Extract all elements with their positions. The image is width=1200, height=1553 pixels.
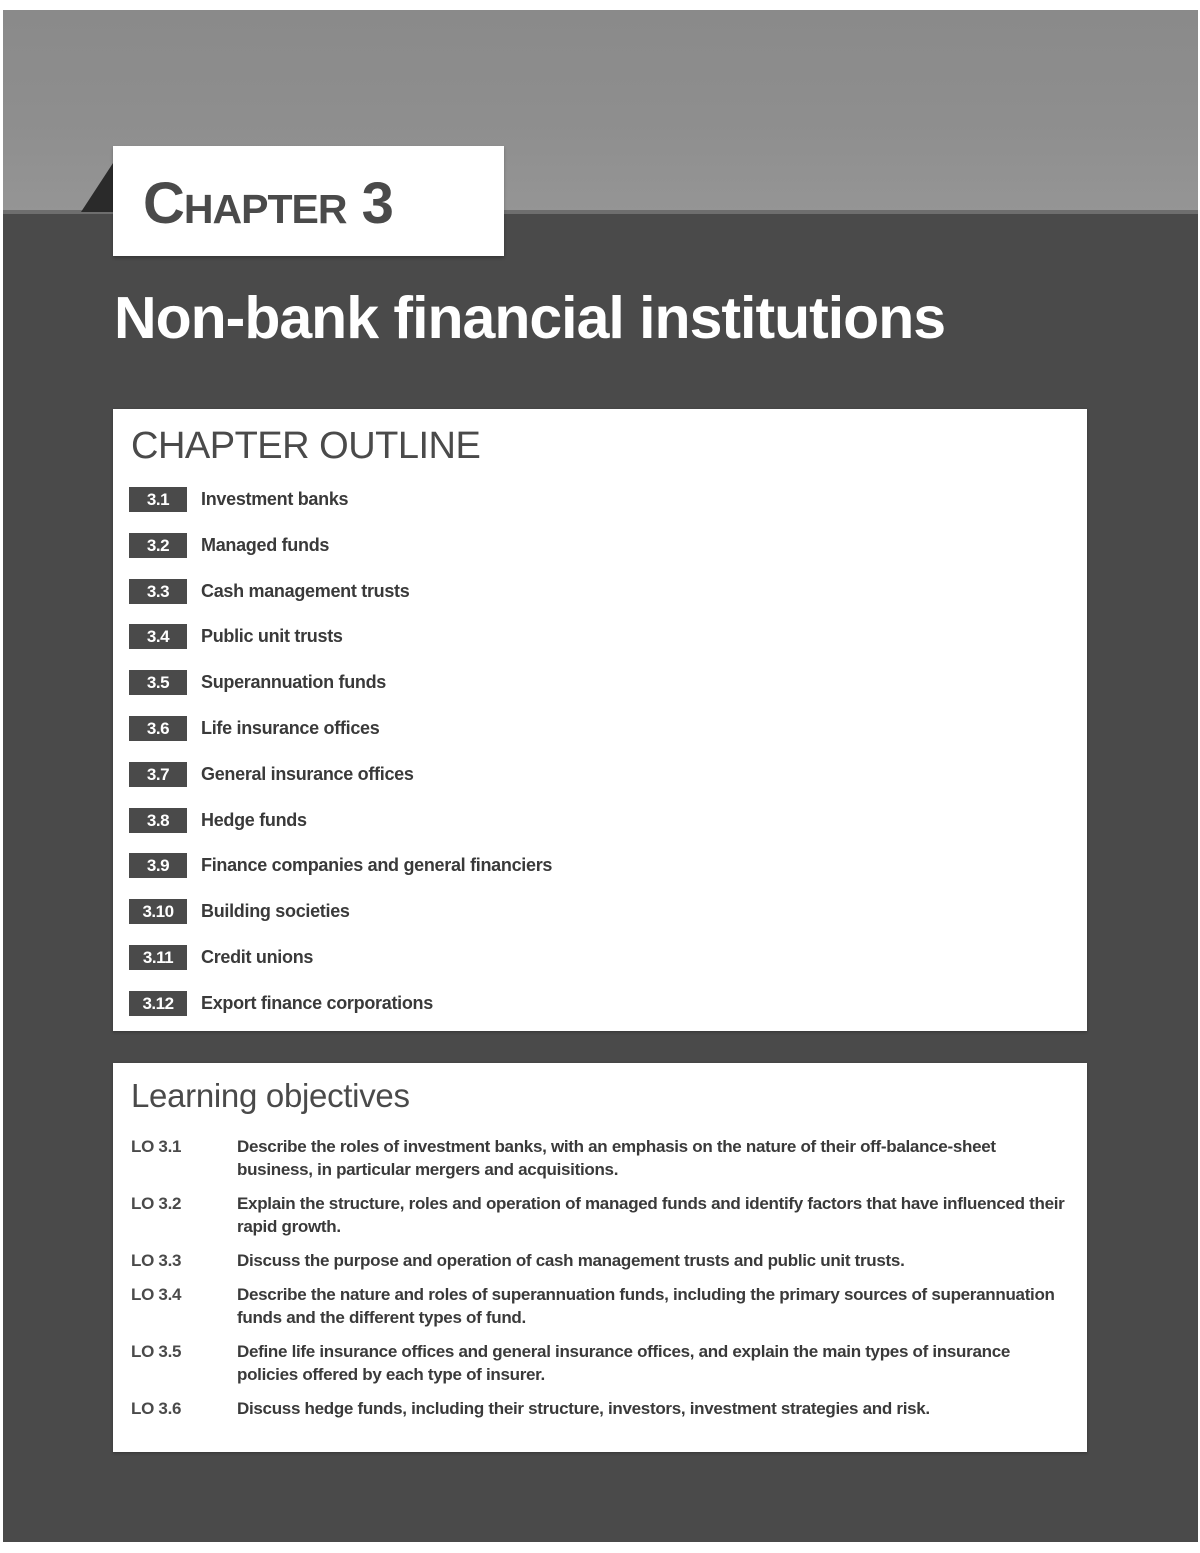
learning-objectives-heading: Learning objectives bbox=[131, 1077, 410, 1114]
outline-item-number: 3.10 bbox=[129, 899, 187, 924]
outline-item bbox=[129, 624, 552, 670]
learning-objective-code: LO 3.2 bbox=[131, 1194, 182, 1213]
chapter-opener-page bbox=[3, 10, 1198, 1542]
outline-item bbox=[129, 670, 552, 716]
outline-item bbox=[129, 991, 552, 1037]
outline-item-label: Managed funds bbox=[201, 534, 330, 555]
learning-objective-code: LO 3.1 bbox=[131, 1137, 182, 1156]
outline-item bbox=[129, 762, 552, 808]
outline-item-number: 3.7 bbox=[129, 762, 187, 787]
outline-item bbox=[129, 945, 552, 991]
outline-item-label: Credit unions bbox=[201, 946, 314, 967]
learning-objective bbox=[131, 1340, 1071, 1386]
learning-objectives-list bbox=[131, 1135, 1071, 1431]
chapter-label: Chapter 3 bbox=[143, 171, 393, 236]
learning-objective-code: LO 3.5 bbox=[131, 1342, 182, 1361]
outline-item bbox=[129, 487, 552, 533]
outline-item-label: Cash management trusts bbox=[201, 580, 410, 601]
chapter-outline-list bbox=[129, 487, 552, 1037]
outline-item-number: 3.8 bbox=[129, 808, 187, 833]
outline-item-number: 3.9 bbox=[129, 853, 187, 878]
outline-item-number: 3.2 bbox=[129, 533, 187, 558]
learning-objective bbox=[131, 1397, 1071, 1420]
learning-objective-code: LO 3.4 bbox=[131, 1285, 182, 1304]
outline-item bbox=[129, 533, 552, 579]
outline-item bbox=[129, 899, 552, 945]
learning-objective-text: Define life insurance offices and general insurance offices, and explain the main types of insurance policies offered by each type of insurer. bbox=[237, 1342, 1011, 1384]
learning-objective-text: Explain the structure, roles and operation of managed funds and identify factors that have influenced their rapid growth. bbox=[237, 1194, 1065, 1236]
learning-objective-text: Discuss hedge funds, including their structure, investors, investment strategies and risk. bbox=[237, 1399, 930, 1418]
outline-item-label: Public unit trusts bbox=[201, 626, 343, 647]
learning-objective bbox=[131, 1249, 1071, 1272]
chapter-title: Non-bank financial institutions bbox=[114, 285, 946, 351]
outline-item-label: Export finance corporations bbox=[201, 992, 433, 1013]
outline-item bbox=[129, 716, 552, 762]
learning-objective bbox=[131, 1283, 1071, 1329]
learning-objective bbox=[131, 1192, 1071, 1238]
outline-item-number: 3.1 bbox=[129, 487, 187, 512]
outline-item-number: 3.3 bbox=[129, 579, 187, 604]
outline-item bbox=[129, 579, 552, 625]
outline-item bbox=[129, 808, 552, 854]
learning-objective-code: LO 3.3 bbox=[131, 1251, 182, 1270]
learning-objective bbox=[131, 1135, 1071, 1181]
chapter-tab bbox=[113, 146, 504, 256]
learning-objective-code: LO 3.6 bbox=[131, 1399, 182, 1418]
outline-item-number: 3.12 bbox=[129, 991, 187, 1016]
outline-item-label: Superannuation funds bbox=[201, 672, 386, 693]
chapter-outline-heading: CHAPTER OUTLINE bbox=[131, 425, 481, 467]
outline-item-number: 3.5 bbox=[129, 670, 187, 695]
tab-fold-shadow bbox=[81, 160, 115, 212]
outline-item-label: Investment banks bbox=[201, 489, 349, 509]
outline-item-label: Life insurance offices bbox=[201, 717, 380, 738]
learning-objectives-card bbox=[113, 1063, 1087, 1452]
chapter-outline-card bbox=[113, 409, 1087, 1031]
learning-objective-text: Discuss the purpose and operation of cash management trusts and public unit trusts. bbox=[237, 1251, 905, 1270]
learning-objective-text: Describe the nature and roles of superannuation funds, including the primary sources of superannuation funds and the different types of fund. bbox=[237, 1285, 1055, 1327]
outline-item-label: General insurance offices bbox=[201, 763, 414, 784]
outline-item-number: 3.11 bbox=[129, 945, 187, 970]
outline-item-label: Building societies bbox=[201, 901, 350, 922]
outline-item-label: Finance companies and general financiers bbox=[201, 855, 553, 876]
outline-item-number: 3.6 bbox=[129, 716, 187, 741]
learning-objective-text: Describe the roles of investment banks, with an emphasis on the nature of their off-balance-sheet business, in particular mergers and acquisitions. bbox=[237, 1137, 996, 1179]
outline-item bbox=[129, 853, 552, 899]
outline-item-label: Hedge funds bbox=[201, 809, 307, 830]
outline-item-number: 3.4 bbox=[129, 624, 187, 649]
